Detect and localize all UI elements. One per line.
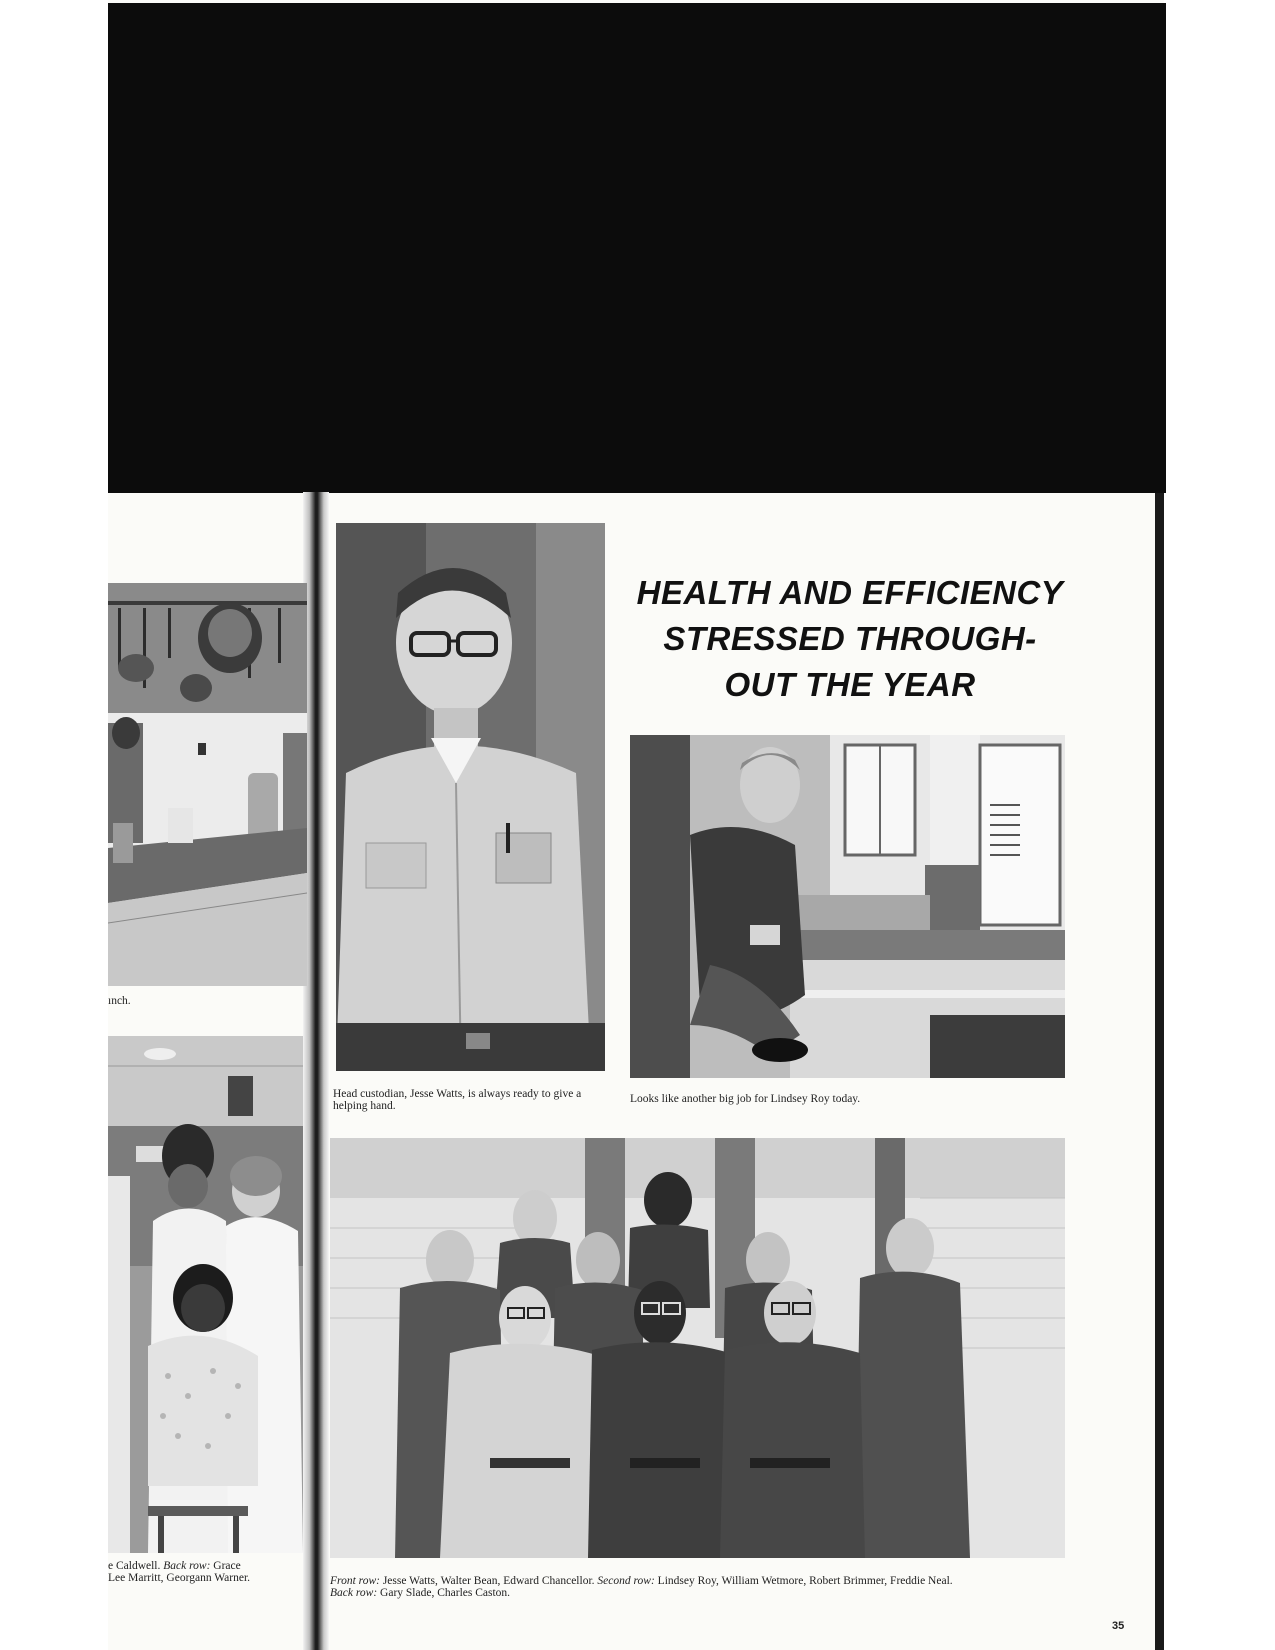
custodial-staff-group-photo bbox=[330, 1138, 1065, 1558]
group-caption bbox=[330, 1575, 953, 1599]
second-row-label: Second row: bbox=[597, 1575, 655, 1587]
back-row-names: Gary Slade, Charles Caston. bbox=[377, 1587, 511, 1599]
jesse-watts-portrait bbox=[336, 523, 605, 1071]
page-edge-shadow bbox=[1155, 493, 1164, 1650]
page-headline: HEALTH AND EFFICIENCY STRESSED THROUGH- OUT THE YEAR bbox=[636, 574, 1064, 703]
watts-caption: Head custodian, Jesse Watts, is always ready to give a helping hand. bbox=[333, 1088, 582, 1112]
caption-text: Lee Marritt, Georgann Warner. bbox=[108, 1572, 251, 1584]
lindsey-roy-repair-photo bbox=[630, 735, 1065, 1078]
kitchen-photo bbox=[108, 583, 307, 986]
kitchen-caption-fragment: ınch. bbox=[108, 995, 131, 1007]
front-row-label: Front row: bbox=[330, 1575, 380, 1587]
page-number: 35 bbox=[1112, 1620, 1125, 1632]
cafeteria-caption-fragment bbox=[108, 1560, 250, 1584]
front-row-names: Jesse Watts, Walter Bean, Edward Chancellor. bbox=[379, 1575, 598, 1587]
black-cover-area bbox=[108, 3, 1166, 493]
second-row-names: Lindsey Roy, William Wetmore, Robert Brimmer, Freddie Neal. bbox=[654, 1575, 953, 1587]
back-row-label: Back row: bbox=[330, 1587, 378, 1599]
caption-text: e Caldwell. bbox=[108, 1560, 164, 1572]
caption-text: Grace bbox=[210, 1560, 241, 1572]
cafeteria-staff-photo bbox=[108, 1036, 303, 1553]
back-row-label: Back row: bbox=[163, 1560, 211, 1572]
roy-caption: Looks like another big job for Lindsey Roy today. bbox=[630, 1093, 861, 1105]
